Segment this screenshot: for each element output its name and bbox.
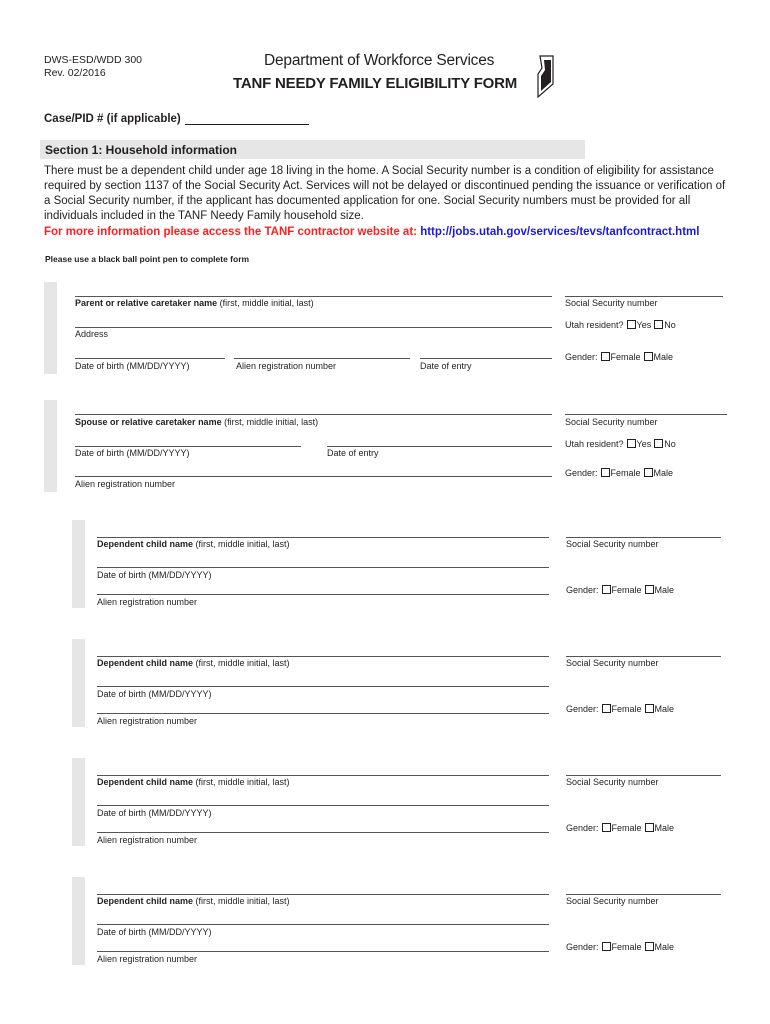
form-revision: Rev. 02/2016	[44, 67, 106, 79]
child-3-name-field[interactable]	[97, 775, 549, 776]
child-2-dob-field[interactable]	[97, 686, 549, 687]
spouse-ssn-field[interactable]	[565, 414, 727, 415]
info-prefix: For more information please access the TANF contractor website at:	[44, 226, 417, 238]
child-1-name-field[interactable]	[97, 537, 549, 538]
parent-entry-field[interactable]	[420, 358, 552, 359]
section-1-paragraph: There must be a dependent child under age 18 living in the home. A Social Security number is a condition of eligibility for assistance required by section 1137 of the Social Security Act. Services will not be delayed or discontinued pending the issuance or verification of a Social Security number, if the applicant has documented application for one. Social Security numbers must be provided for all individuals included in the TANF Needy Family household size.	[44, 165, 726, 222]
child-3-ssn-label: Social Security number	[566, 777, 659, 787]
spouse-gender: Gender: Female Male	[565, 468, 674, 478]
child-2-name-label: Dependent child name (first, middle initial, last)	[97, 658, 290, 668]
spouse-alien-label: Alien registration number	[75, 479, 176, 489]
child-4-name-label: Dependent child name (first, middle initial, last)	[97, 896, 290, 906]
case-pid-label: Case/PID # (if applicable)	[44, 113, 181, 125]
child-2-ssn-label: Social Security number	[566, 658, 659, 668]
child-3-female-checkbox[interactable]	[602, 823, 611, 832]
spouse-female-checkbox[interactable]	[601, 468, 610, 477]
spouse-resident-yes-checkbox[interactable]	[627, 439, 636, 448]
child-4-dob-label: Date of birth (MM/DD/YYYY)	[97, 927, 212, 937]
child-2-ssn-field[interactable]	[566, 656, 721, 657]
child-1-ssn-label: Social Security number	[566, 539, 659, 549]
parent-name-label: Parent or relative caretaker name (first, middle initial, last)	[75, 298, 314, 308]
child-2-female-checkbox[interactable]	[602, 704, 611, 713]
child-4-female-checkbox[interactable]	[602, 942, 611, 951]
child-1-ssn-field[interactable]	[566, 537, 721, 538]
parent-male-checkbox[interactable]	[644, 352, 653, 361]
child-3-dob-field[interactable]	[97, 805, 549, 806]
child-1-gender: Gender: Female Male	[566, 585, 675, 595]
parent-ssn-label: Social Security number	[565, 298, 658, 308]
parent-resident-no-checkbox[interactable]	[654, 320, 663, 329]
spouse-entry-field[interactable]	[327, 446, 552, 447]
spouse-section-tab	[44, 400, 57, 492]
child-2-dob-label: Date of birth (MM/DD/YYYY)	[97, 689, 212, 699]
spouse-alien-field[interactable]	[75, 476, 552, 477]
child-2-alien-field[interactable]	[97, 713, 549, 714]
spouse-name-label: Spouse or relative caretaker name (first, middle initial, last)	[75, 417, 319, 427]
parent-section-tab	[44, 282, 57, 374]
parent-alien-label: Alien registration number	[236, 361, 337, 371]
info-link[interactable]: http://jobs.utah.gov/services/tevs/tanfcontract.html	[420, 226, 700, 238]
parent-female-checkbox[interactable]	[601, 352, 610, 361]
parent-name-field[interactable]	[75, 296, 552, 297]
child-4-alien-label: Alien registration number	[97, 954, 198, 964]
child-4-gender: Gender: Female Male	[566, 942, 675, 952]
parent-address-label: Address	[75, 329, 109, 339]
child-4-male-checkbox[interactable]	[645, 942, 654, 951]
child-4-ssn-label: Social Security number	[566, 896, 659, 906]
child-4-dob-field[interactable]	[97, 924, 549, 925]
parent-entry-label: Date of entry	[420, 361, 472, 371]
case-pid-field[interactable]	[185, 124, 309, 125]
child-1-female-checkbox[interactable]	[602, 585, 611, 594]
parent-alien-field[interactable]	[234, 358, 410, 359]
child-2-alien-label: Alien registration number	[97, 716, 198, 726]
parent-resident-yes-checkbox[interactable]	[627, 320, 636, 329]
child-3-male-checkbox[interactable]	[645, 823, 654, 832]
spouse-dob-field[interactable]	[75, 446, 301, 447]
child-4-section-tab	[72, 877, 85, 965]
parent-ssn-field[interactable]	[565, 296, 723, 297]
child-4-name-field[interactable]	[97, 894, 549, 895]
child-3-section-tab	[72, 758, 85, 846]
spouse-utah-resident: Utah resident? Yes No	[565, 439, 676, 449]
spouse-name-field[interactable]	[75, 414, 552, 415]
form-number: DWS-ESD/WDD 300	[44, 54, 143, 66]
child-2-name-field[interactable]	[97, 656, 549, 657]
child-1-male-checkbox[interactable]	[645, 585, 654, 594]
department-name: Department of Workforce Services	[264, 52, 495, 69]
child-4-alien-field[interactable]	[97, 951, 549, 952]
child-4-ssn-field[interactable]	[566, 894, 721, 895]
child-3-gender: Gender: Female Male	[566, 823, 675, 833]
child-3-alien-field[interactable]	[97, 832, 549, 833]
spouse-dob-label: Date of birth (MM/DD/YYYY)	[75, 448, 190, 458]
child-1-alien-field[interactable]	[97, 594, 549, 595]
child-2-male-checkbox[interactable]	[645, 704, 654, 713]
child-3-dob-label: Date of birth (MM/DD/YYYY)	[97, 808, 212, 818]
parent-gender: Gender: Female Male	[565, 352, 674, 362]
parent-dob-label: Date of birth (MM/DD/YYYY)	[75, 361, 190, 371]
form-title: TANF NEEDY FAMILY ELIGIBILITY FORM	[233, 75, 518, 92]
child-1-dob-label: Date of birth (MM/DD/YYYY)	[97, 570, 212, 580]
pen-note: Please use a black ball point pen to complete form	[45, 254, 250, 264]
child-1-section-tab	[72, 520, 85, 608]
utah-dws-logo-icon	[535, 54, 555, 98]
child-3-alien-label: Alien registration number	[97, 835, 198, 845]
child-3-name-label: Dependent child name (first, middle initial, last)	[97, 777, 290, 787]
info-line	[44, 226, 699, 238]
spouse-entry-label: Date of entry	[327, 448, 379, 458]
child-2-gender: Gender: Female Male	[566, 704, 675, 714]
spouse-ssn-label: Social Security number	[565, 417, 658, 427]
spouse-resident-no-checkbox[interactable]	[654, 439, 663, 448]
section-1-title: Section 1: Household information	[45, 143, 238, 157]
child-1-alien-label: Alien registration number	[97, 597, 198, 607]
child-2-section-tab	[72, 639, 85, 727]
parent-dob-field[interactable]	[75, 358, 225, 359]
spouse-male-checkbox[interactable]	[644, 468, 653, 477]
parent-utah-resident: Utah resident? Yes No	[565, 320, 676, 330]
child-3-ssn-field[interactable]	[566, 775, 721, 776]
child-1-dob-field[interactable]	[97, 567, 549, 568]
child-1-name-label: Dependent child name (first, middle initial, last)	[97, 539, 290, 549]
parent-address-field[interactable]	[75, 327, 552, 328]
